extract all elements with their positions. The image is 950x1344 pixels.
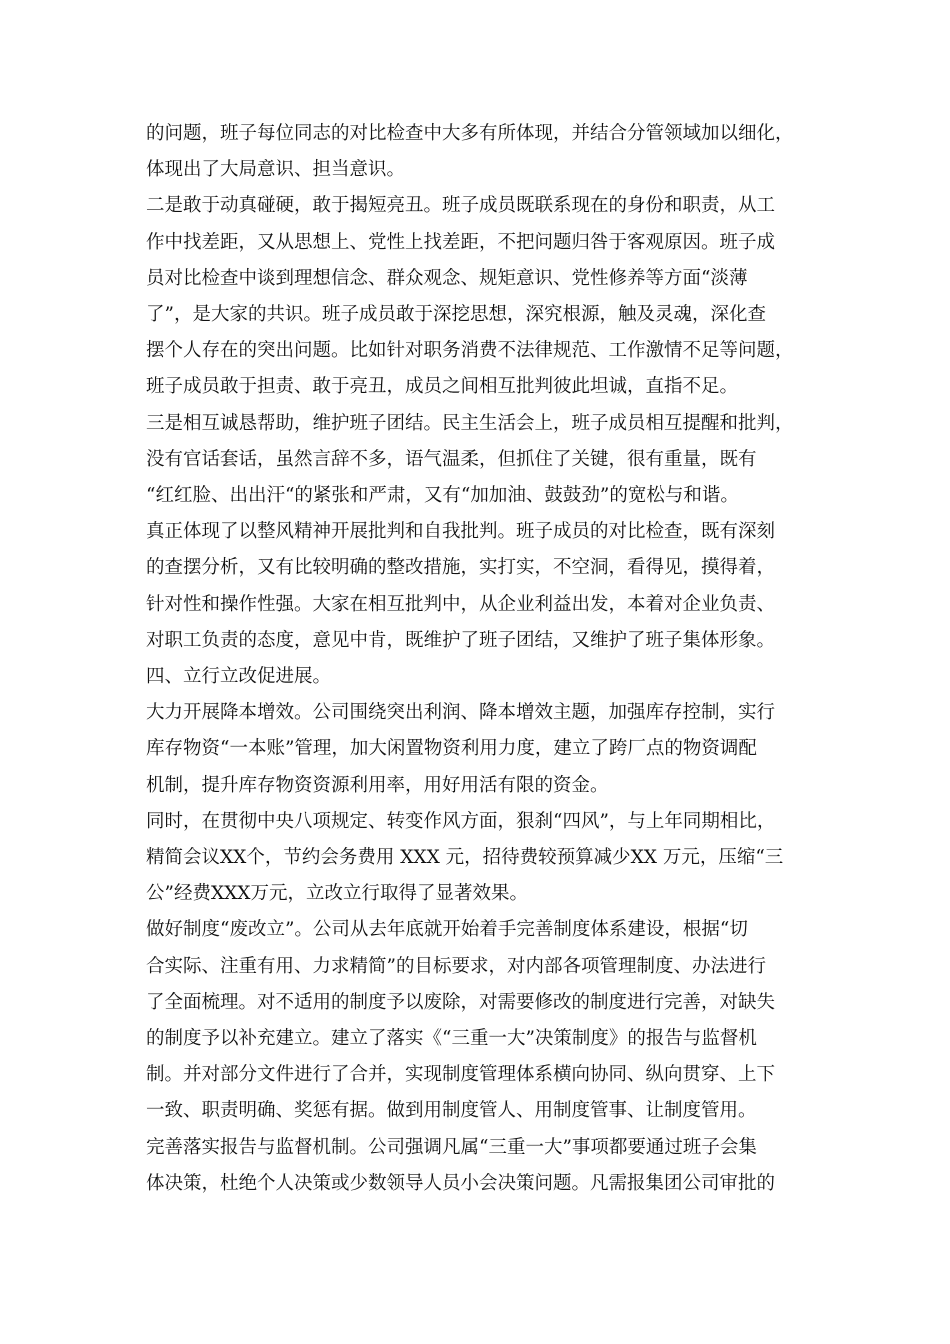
text-line: 大力开展降本增效。公司围绕突出利润、降本增效主题，加强库存控制，实行 — [146, 702, 776, 724]
text-line: 精简会议XX个，节约会务费用 XXX 元，招待费较预算减少XX 万元，压缩“三 — [146, 847, 784, 868]
text-line: 体现出了大局意识、担当意识。 — [146, 159, 406, 181]
text-line: 了全面梳理。对不适用的制度予以废除，对需要修改的制度进行完善，对缺失 — [146, 991, 776, 1013]
text-line: 体决策，杜绝个人决策或少数领导人员小会决策问题。凡需报集团公司审批的 — [146, 1172, 776, 1194]
text-line: 完善落实报告与监督机制。公司强调凡属“三重一大”事项都要通过班子会集 — [146, 1136, 757, 1158]
text-line: 公”经费XXX万元，立改立行取得了显著效果。 — [146, 883, 528, 905]
text-line: 的问题，班子每位同志的对比检查中大多有所体现，并结合分管领域加以细化， — [146, 123, 794, 144]
text-line: “红红脸、出出汗“的紧张和严肃，又有“加加油、鼓鼓劲”的宽松与和谐。 — [146, 485, 739, 506]
text-line: 制。并对部分文件进行了合并，实现制度管理体系横向协同、纵向贯穿、上下 — [146, 1064, 776, 1086]
text-line: 真正体现了以整风精神开展批判和自我批判。班子成员的对比检查，既有深刻 — [146, 521, 776, 543]
text-line: 同时，在贯彻中央八项规定、转变作风方面，狠刹“四风”，与上年同期相比， — [146, 810, 776, 832]
text-line: 针对性和操作性强。大家在相互批判中，从企业利益出发，本着对企业负责、 — [146, 593, 776, 615]
text-line: 没有官话套话，虽然言辞不多，语气温柔，但抓住了关键，很有重量，既有 — [146, 448, 757, 470]
text-line: 摆个人存在的突出问题。比如针对职务消费不法律规范、工作激情不足等问题， — [146, 340, 794, 362]
text-line: 二是敢于动真碰硬，敢于揭短亮丑。班子成员既联系现在的身份和职责，从工 — [146, 195, 776, 217]
text-line: 班子成员敢于担责、敢于亮丑，成员之间相互批判彼此坦诚，直指不足。 — [146, 376, 739, 398]
text-line: 员对比检查中谈到理想信念、群众观念、规矩意识、党性修养等方面“淡薄 — [146, 267, 748, 289]
text-line: 做好制度“废改立”。公司从去年底就开始着手完善制度体系建设，根据“切 — [146, 919, 748, 941]
text-line: 对职工负责的态度，意见中肯，既维护了班子团结，又维护了班子集体形象。 — [146, 629, 776, 651]
text-line: 了”，是大家的共识。班子成员敢于深挖思想，深究根源，触及灵魂，深化查 — [146, 304, 766, 325]
text-line: 三是相互诚恳帮助，维护班子团结。民主生活会上，班子成员相互提醒和批判， — [146, 412, 794, 434]
text-line: 四、立行立改促进展。 — [146, 666, 332, 687]
text-line: 库存物资“一本账”管理，加大闲置物资利用力度，建立了跨厂点的物资调配 — [146, 738, 757, 760]
text-line: 的制度予以补充建立。建立了落实《“三重一大”决策制度》的报告与监督机 — [146, 1028, 757, 1049]
text-line: 合实际、注重有用、力求精简”的目标要求，对内部各项管理制度、办法进行 — [146, 955, 766, 977]
text-line: 作中找差距，又从思想上、党性上找差距，不把问题归咎于客观原因。班子成 — [146, 231, 776, 253]
text-line: 机制，提升库存物资资源利用率，用好用活有限的资金。 — [146, 774, 609, 796]
text-line: 的查摆分析，又有比较明确的整改措施，实打实，不空洞，看得见，摸得着， — [146, 557, 776, 579]
text-line: 一致、职责明确、奖惩有据。做到用制度管人、用制度管事、让制度管用。 — [146, 1100, 757, 1122]
